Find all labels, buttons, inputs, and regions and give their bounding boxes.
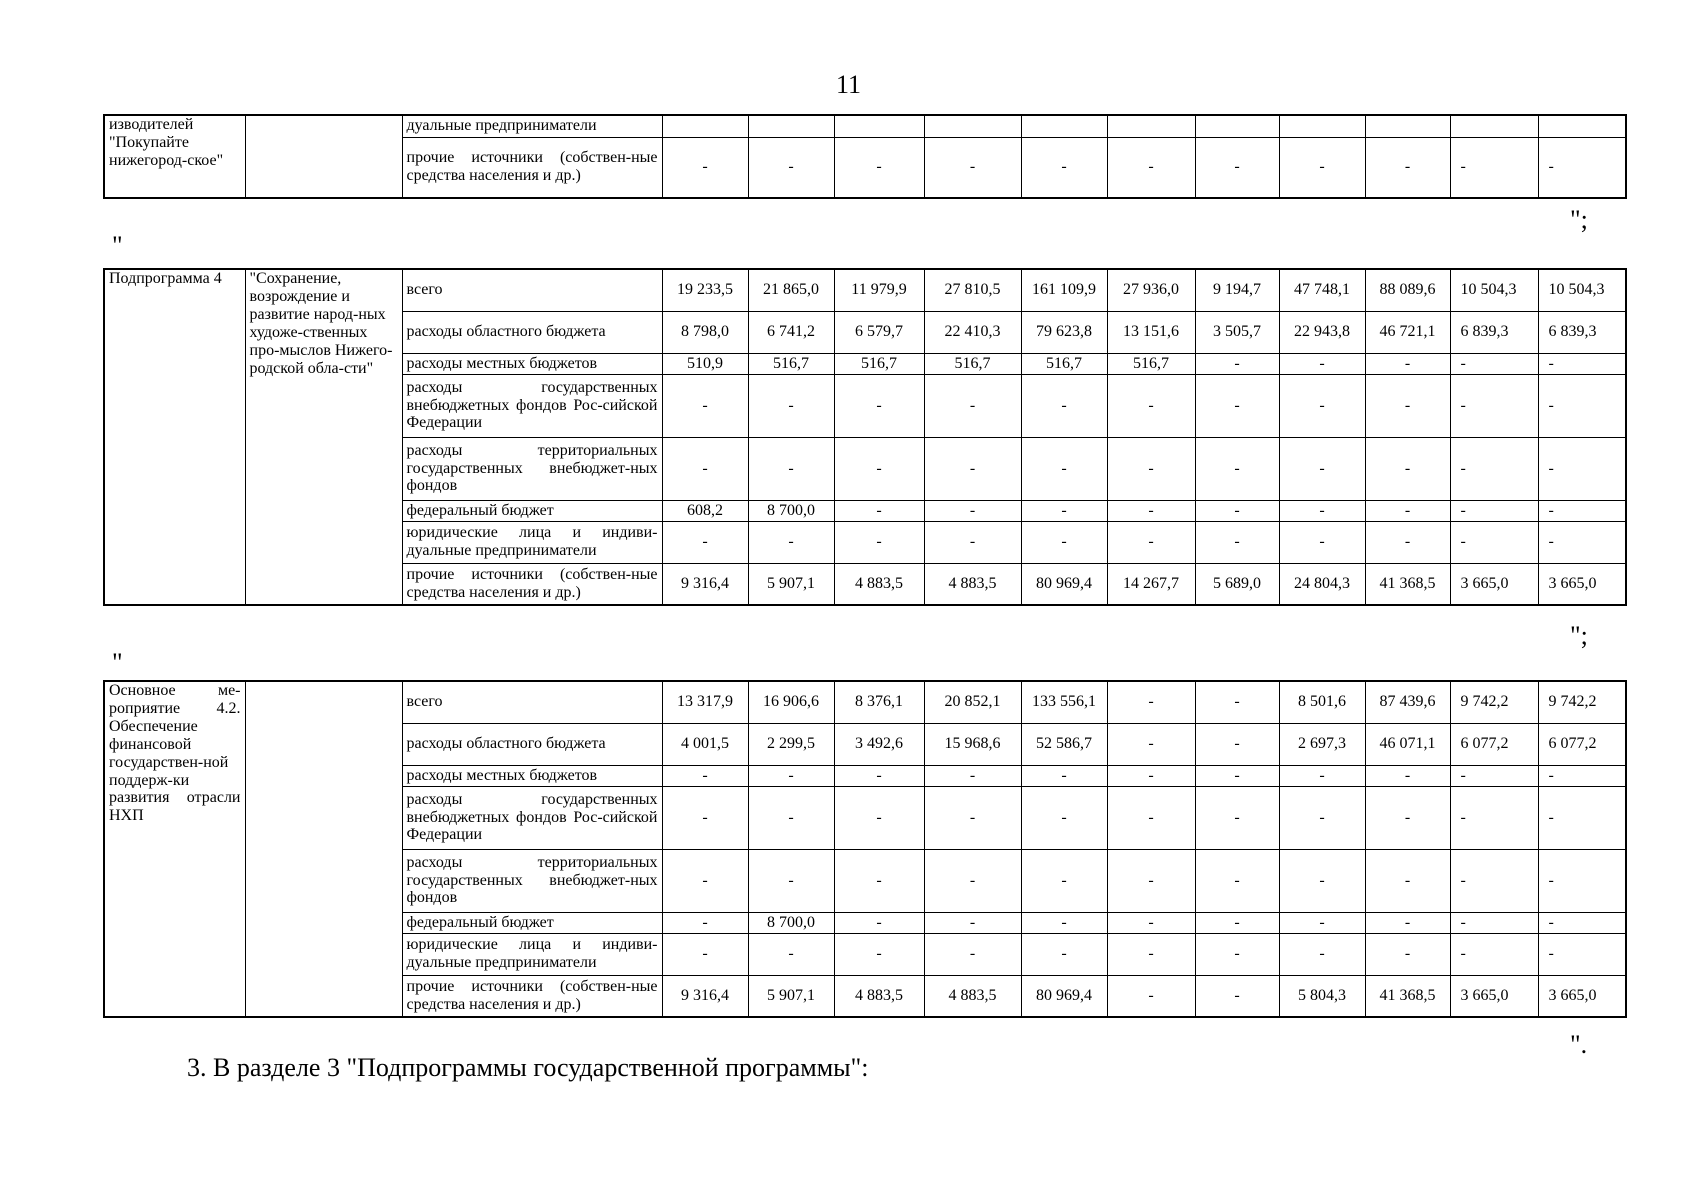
value-cell: - [1107, 975, 1195, 1017]
value-cell: 516,7 [1107, 353, 1195, 374]
value-cell: - [1195, 374, 1279, 437]
value-cell: - [924, 933, 1021, 975]
value-cell: 47 748,1 [1279, 269, 1365, 311]
value-cell: - [662, 912, 748, 933]
value-cell: - [662, 933, 748, 975]
closing-quote-2: "; [1570, 621, 1588, 650]
value-cell: - [1450, 849, 1538, 912]
value-cell: - [1107, 912, 1195, 933]
value-cell: - [834, 786, 924, 849]
program-title-cell: "Сохранение, возрождение и развитие народ-ных художе-ственных про-мыслов Нижего-родской обла-сти" [245, 269, 402, 605]
value-cell: - [1107, 723, 1195, 765]
value-cell: 4 883,5 [834, 563, 924, 605]
value-cell: - [924, 765, 1021, 786]
value-cell: - [1365, 786, 1450, 849]
value-cell: - [662, 521, 748, 563]
value-cell: 516,7 [1021, 353, 1107, 374]
value-cell: - [1021, 933, 1107, 975]
value-cell: 3 665,0 [1450, 563, 1538, 605]
value-cell: 3 665,0 [1538, 563, 1626, 605]
value-cell [662, 115, 748, 137]
value-cell: 14 267,7 [1107, 563, 1195, 605]
value-cell: - [1195, 786, 1279, 849]
funding-source-cell: всего [402, 269, 662, 311]
value-cell: 9 316,4 [662, 975, 748, 1017]
value-cell: 21 865,0 [748, 269, 834, 311]
value-cell: 608,2 [662, 500, 748, 521]
value-cell: 5 804,3 [1279, 975, 1365, 1017]
value-cell: 19 233,5 [662, 269, 748, 311]
funding-source-cell: расходы территориальных государственных внебюджет-ных фондов [402, 849, 662, 912]
value-cell: 3 665,0 [1450, 975, 1538, 1017]
value-cell: - [1195, 849, 1279, 912]
value-cell: - [1538, 786, 1626, 849]
value-cell [1107, 115, 1195, 137]
value-cell: 15 968,6 [924, 723, 1021, 765]
value-cell: 3 665,0 [1538, 975, 1626, 1017]
value-cell: 161 109,9 [1021, 269, 1107, 311]
value-cell: 4 883,5 [924, 563, 1021, 605]
value-cell: - [1538, 912, 1626, 933]
value-cell: - [834, 849, 924, 912]
value-cell: - [1195, 912, 1279, 933]
program-name-cell: Основное ме-роприятие 4.2. Обеспечение финансовой государствен-ной поддерж-ки развития отрасли НХП [104, 681, 245, 1017]
value-cell: 52 586,7 [1021, 723, 1107, 765]
value-cell: - [1107, 437, 1195, 500]
value-cell: 6 741,2 [748, 311, 834, 353]
table-row [104, 269, 1626, 311]
value-cell: 6 077,2 [1450, 723, 1538, 765]
value-cell: - [1279, 137, 1365, 198]
budget-table-activity-4-2 [103, 680, 1627, 1018]
value-cell: 27 936,0 [1107, 269, 1195, 311]
value-cell: - [1021, 849, 1107, 912]
value-cell: - [1195, 723, 1279, 765]
value-cell: 8 700,0 [748, 912, 834, 933]
program-name-cell: Подпрограмма 4 [104, 269, 245, 605]
value-cell: - [1021, 137, 1107, 198]
value-cell: 8 376,1 [834, 681, 924, 723]
value-cell: 11 979,9 [834, 269, 924, 311]
value-cell: 5 907,1 [748, 975, 834, 1017]
value-cell: - [1538, 437, 1626, 500]
value-cell: - [1365, 353, 1450, 374]
value-cell: 6 839,3 [1538, 311, 1626, 353]
value-cell: - [1021, 500, 1107, 521]
value-cell: - [1195, 933, 1279, 975]
value-cell: 6 579,7 [834, 311, 924, 353]
value-cell: - [1365, 500, 1450, 521]
value-cell: - [1538, 353, 1626, 374]
funding-source-cell: всего [402, 681, 662, 723]
value-cell: 13 151,6 [1107, 311, 1195, 353]
value-cell: - [748, 849, 834, 912]
value-cell: - [1195, 500, 1279, 521]
value-cell [1365, 115, 1450, 137]
value-cell [748, 115, 834, 137]
funding-source-cell: прочие источники (собствен-ные средства населения и др.) [402, 975, 662, 1017]
value-cell: - [1195, 975, 1279, 1017]
value-cell: 24 804,3 [1279, 563, 1365, 605]
value-cell: - [662, 849, 748, 912]
funding-source-cell: дуальные предприниматели [402, 115, 662, 137]
value-cell: - [1450, 521, 1538, 563]
value-cell: - [748, 437, 834, 500]
value-cell: - [748, 933, 834, 975]
value-cell: 22 943,8 [1279, 311, 1365, 353]
value-cell: 88 089,6 [1365, 269, 1450, 311]
value-cell: - [1021, 786, 1107, 849]
value-cell: - [1107, 849, 1195, 912]
value-cell: - [1365, 374, 1450, 437]
value-cell: - [1279, 521, 1365, 563]
budget-table-continuation [103, 114, 1627, 199]
value-cell: 9 194,7 [1195, 269, 1279, 311]
value-cell: - [662, 786, 748, 849]
value-cell: - [1450, 137, 1538, 198]
funding-source-cell: расходы территориальных государственных внебюджет-ных фондов [402, 437, 662, 500]
value-cell: - [1279, 765, 1365, 786]
value-cell: - [662, 765, 748, 786]
value-cell: 10 504,3 [1538, 269, 1626, 311]
value-cell: - [924, 137, 1021, 198]
value-cell: - [1107, 933, 1195, 975]
funding-source-cell: расходы местных бюджетов [402, 353, 662, 374]
value-cell: - [1195, 521, 1279, 563]
page-number: 11 [835, 70, 862, 99]
value-cell: - [1538, 500, 1626, 521]
value-cell: 27 810,5 [924, 269, 1021, 311]
value-cell: - [1279, 500, 1365, 521]
value-cell: - [1195, 137, 1279, 198]
value-cell: - [1450, 437, 1538, 500]
value-cell: - [834, 521, 924, 563]
funding-source-cell: расходы областного бюджета [402, 723, 662, 765]
value-cell: - [834, 137, 924, 198]
value-cell: - [1365, 437, 1450, 500]
value-cell: - [1450, 933, 1538, 975]
value-cell: - [1365, 912, 1450, 933]
value-cell: - [1021, 765, 1107, 786]
value-cell: - [1021, 912, 1107, 933]
value-cell: - [834, 500, 924, 521]
value-cell: - [1538, 521, 1626, 563]
table-row [104, 681, 1626, 723]
value-cell: 8 501,6 [1279, 681, 1365, 723]
funding-source-cell: расходы государственных внебюджетных фондов Рос-сийской Федерации [402, 374, 662, 437]
value-cell: 133 556,1 [1021, 681, 1107, 723]
value-cell: 4 883,5 [834, 975, 924, 1017]
value-cell: - [924, 786, 1021, 849]
value-cell: 79 623,8 [1021, 311, 1107, 353]
value-cell: - [748, 521, 834, 563]
closing-quote-3: ". [1570, 1030, 1588, 1059]
value-cell: 5 689,0 [1195, 563, 1279, 605]
value-cell: - [1538, 137, 1626, 198]
value-cell: 3 505,7 [1195, 311, 1279, 353]
value-cell: 9 316,4 [662, 563, 748, 605]
value-cell: 516,7 [748, 353, 834, 374]
value-cell: - [1279, 437, 1365, 500]
value-cell [1450, 115, 1538, 137]
value-cell: - [924, 849, 1021, 912]
value-cell: - [924, 521, 1021, 563]
value-cell [1279, 115, 1365, 137]
value-cell: - [1450, 912, 1538, 933]
value-cell: - [1107, 681, 1195, 723]
value-cell: - [1021, 521, 1107, 563]
value-cell: - [1365, 137, 1450, 198]
value-cell: - [1365, 849, 1450, 912]
value-cell: - [1107, 374, 1195, 437]
opening-quote-3: " [112, 648, 123, 677]
value-cell: - [924, 437, 1021, 500]
value-cell: 80 969,4 [1021, 975, 1107, 1017]
value-cell [1538, 115, 1626, 137]
funding-source-cell: юридические лица и индиви-дуальные предприниматели [402, 933, 662, 975]
value-cell: 46 721,1 [1365, 311, 1450, 353]
value-cell: 9 742,2 [1538, 681, 1626, 723]
value-cell: 22 410,3 [924, 311, 1021, 353]
value-cell: - [1021, 437, 1107, 500]
value-cell [924, 115, 1021, 137]
table-row [104, 115, 1626, 137]
value-cell: - [1538, 765, 1626, 786]
value-cell [1021, 115, 1107, 137]
value-cell: - [834, 912, 924, 933]
budget-table-subprogram-4 [103, 268, 1627, 606]
value-cell: - [1107, 786, 1195, 849]
value-cell: - [1365, 933, 1450, 975]
value-cell: - [1107, 137, 1195, 198]
value-cell: - [1107, 500, 1195, 521]
value-cell: 41 368,5 [1365, 563, 1450, 605]
value-cell: - [748, 786, 834, 849]
value-cell: - [1279, 353, 1365, 374]
value-cell: - [662, 374, 748, 437]
value-cell: - [1538, 374, 1626, 437]
value-cell: - [1450, 500, 1538, 521]
value-cell: 41 368,5 [1365, 975, 1450, 1017]
value-cell: 8 798,0 [662, 311, 748, 353]
value-cell: - [1195, 437, 1279, 500]
value-cell: - [748, 374, 834, 437]
value-cell: - [1195, 765, 1279, 786]
value-cell: - [924, 912, 1021, 933]
value-cell: - [1107, 521, 1195, 563]
program-title-cell [245, 681, 402, 1017]
value-cell [834, 115, 924, 137]
value-cell: 2 299,5 [748, 723, 834, 765]
value-cell: - [834, 933, 924, 975]
funding-source-cell: федеральный бюджет [402, 912, 662, 933]
value-cell: - [1195, 353, 1279, 374]
value-cell: - [1107, 765, 1195, 786]
value-cell: 5 907,1 [748, 563, 834, 605]
value-cell [1195, 115, 1279, 137]
value-cell: 9 742,2 [1450, 681, 1538, 723]
value-cell: - [1450, 353, 1538, 374]
value-cell: 8 700,0 [748, 500, 834, 521]
value-cell: 2 697,3 [1279, 723, 1365, 765]
value-cell: - [1021, 374, 1107, 437]
value-cell: 510,9 [662, 353, 748, 374]
value-cell: - [748, 137, 834, 198]
program-name-cell: изводителей "Покупайте нижегород-ское" [104, 115, 245, 198]
value-cell: - [1538, 849, 1626, 912]
value-cell: - [1450, 765, 1538, 786]
funding-source-cell: расходы государственных внебюджетных фондов Рос-сийской Федерации [402, 786, 662, 849]
value-cell: - [834, 437, 924, 500]
value-cell: 80 969,4 [1021, 563, 1107, 605]
value-cell: - [924, 500, 1021, 521]
value-cell: 13 317,9 [662, 681, 748, 723]
value-cell: - [1450, 374, 1538, 437]
value-cell: - [1195, 681, 1279, 723]
value-cell: - [1365, 521, 1450, 563]
closing-quote-1: "; [1570, 205, 1588, 234]
funding-source-cell: прочие источники (собствен-ные средства населения и др.) [402, 137, 662, 198]
value-cell: 4 001,5 [662, 723, 748, 765]
value-cell: 4 883,5 [924, 975, 1021, 1017]
value-cell: - [1279, 374, 1365, 437]
value-cell: 46 071,1 [1365, 723, 1450, 765]
value-cell: - [1279, 912, 1365, 933]
value-cell: - [1538, 933, 1626, 975]
value-cell: 16 906,6 [748, 681, 834, 723]
value-cell: 516,7 [924, 353, 1021, 374]
value-cell: - [1279, 933, 1365, 975]
value-cell: - [1279, 786, 1365, 849]
value-cell: 516,7 [834, 353, 924, 374]
value-cell: - [1279, 849, 1365, 912]
funding-source-cell: расходы областного бюджета [402, 311, 662, 353]
value-cell: 20 852,1 [924, 681, 1021, 723]
value-cell: - [834, 765, 924, 786]
value-cell: 87 439,6 [1365, 681, 1450, 723]
value-cell: - [662, 137, 748, 198]
value-cell: 3 492,6 [834, 723, 924, 765]
value-cell: - [662, 437, 748, 500]
funding-source-cell: прочие источники (собствен-ные средства населения и др.) [402, 563, 662, 605]
opening-quote-2: " [112, 231, 123, 260]
value-cell: - [1450, 786, 1538, 849]
value-cell: 6 077,2 [1538, 723, 1626, 765]
value-cell: - [1365, 765, 1450, 786]
program-title-cell [245, 115, 402, 198]
value-cell: - [834, 374, 924, 437]
value-cell: 6 839,3 [1450, 311, 1538, 353]
value-cell: 10 504,3 [1450, 269, 1538, 311]
value-cell: - [748, 765, 834, 786]
funding-source-cell: федеральный бюджет [402, 500, 662, 521]
funding-source-cell: юридические лица и индиви-дуальные предприниматели [402, 521, 662, 563]
section-heading: 3. В разделе 3 "Подпрограммы государственной программы": [187, 1053, 869, 1082]
funding-source-cell: расходы местных бюджетов [402, 765, 662, 786]
value-cell: - [924, 374, 1021, 437]
